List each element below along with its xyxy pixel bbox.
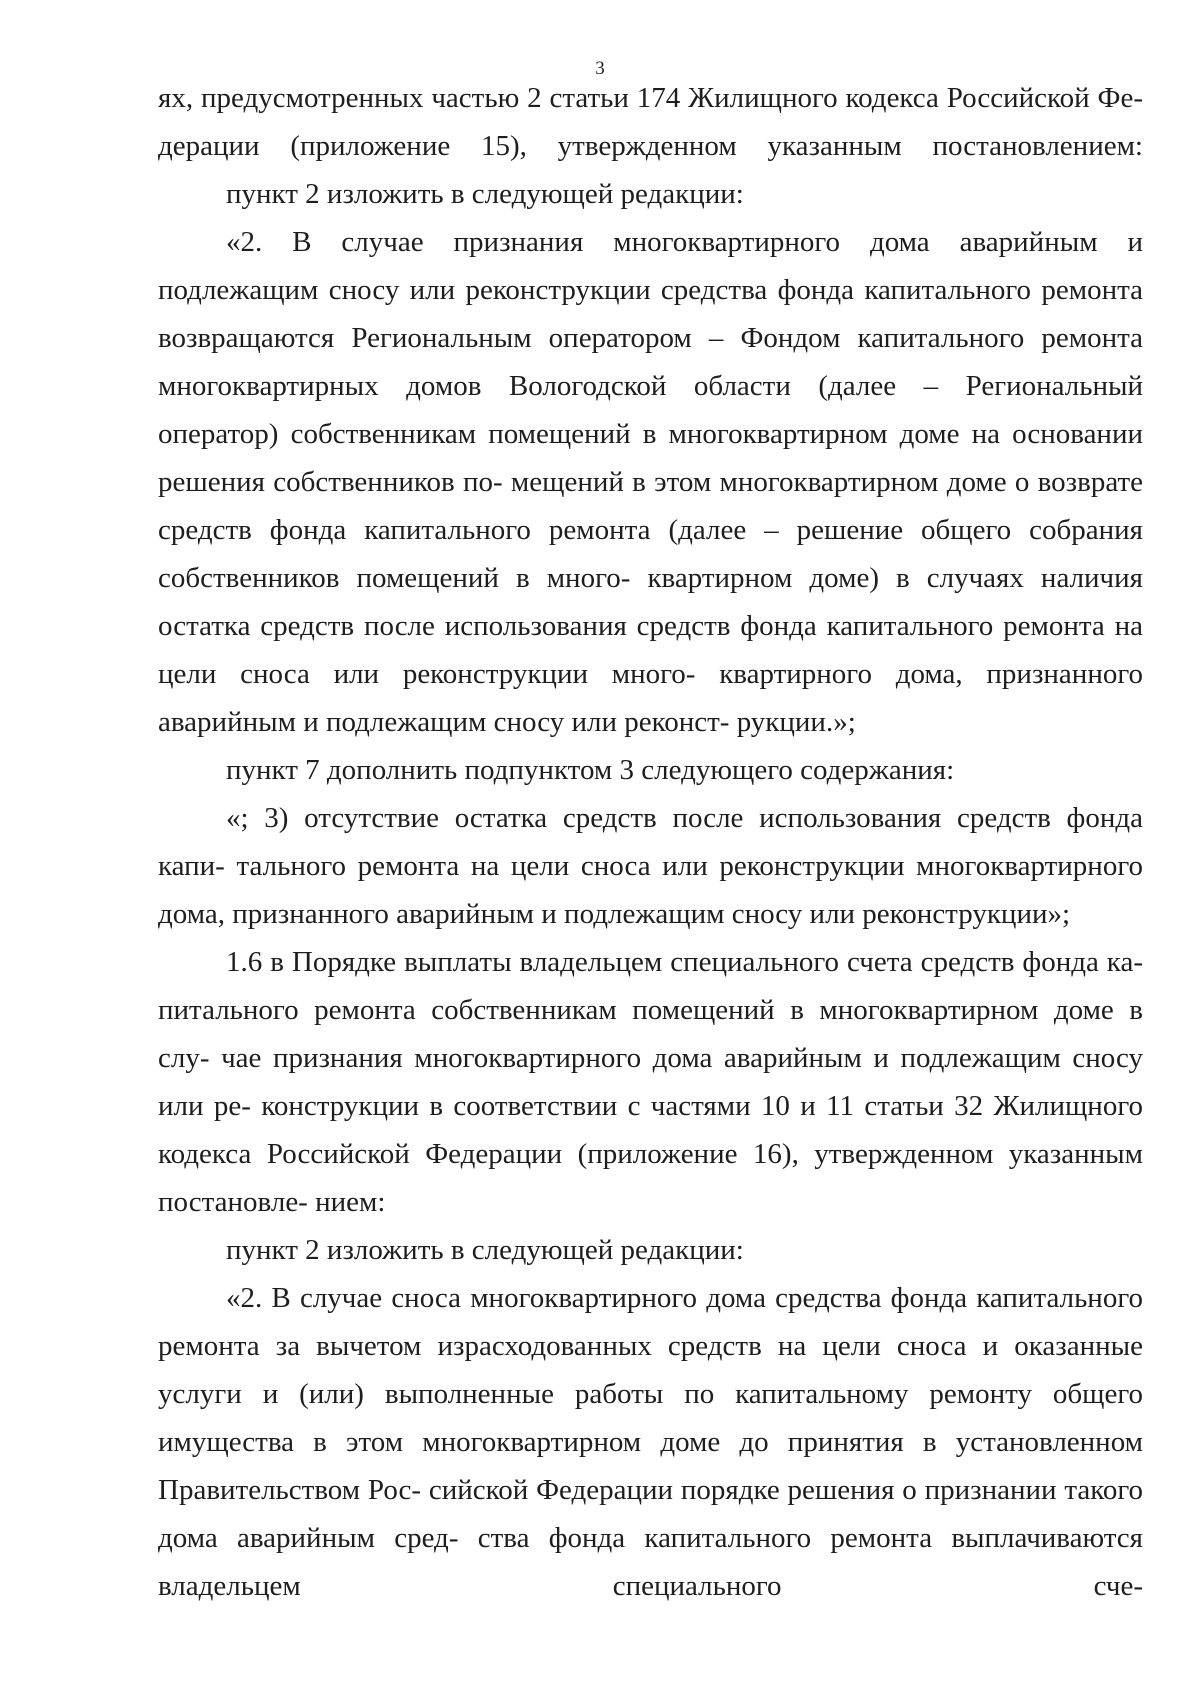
text-line: ремонта за вычетом израсходованных средств на цели сноса и оказанные услуги [158,1330,1143,1410]
text-line: пункт 7 дополнить подпунктом 3 следующего содержания: [226,754,955,786]
paragraph-clause-7-text [158,794,1143,938]
text-line: «; 3) отсутствие остатка средств после использования средств фонда капи- [158,802,1143,882]
text-line: сийской Федерации порядке решения о признании такого дома аварийным сред- [158,1474,1144,1554]
text-line: ства фонда капитального ремонта выплачиваются владельцем специального сче- [158,1522,1144,1602]
paragraph-clause-2-text [158,218,1143,746]
text-line: «2. В случае признания многоквартирного дома аварийным и подлежащим [158,226,1143,306]
paragraph-clause-2-text-second [158,1274,1143,1610]
text-line: ях, предусмотренных частью 2 статьи 174 Жилищного кодекса Российской Фе- [158,82,1143,114]
paragraph-clause-2-intro-second [158,1226,1143,1274]
text-line: 1.6 в Порядке выплаты владельцем специального счета средств фонда ка- [226,946,1143,978]
text-line: этом многоквартирном доме до принятия в установленном Правительством Рос- [158,1426,1143,1506]
paragraph-clause-7-intro [158,746,1143,794]
text-line: средств фонда капитального ремонта на цели сноса или реконструкции много- [158,610,1143,690]
text-line: тального ремонта на цели сноса или реконструкции многоквартирного дома, [158,850,1143,930]
text-line: ремонта (далее – решение общего собрания собственников помещений в много- [158,514,1144,594]
document-body [158,74,1143,1610]
paragraph-continuation [158,74,1143,170]
text-line: домов Вологодской области (далее – Региональный оператор) собственникам [158,370,1143,450]
text-line: пункт 2 изложить в следующей редакции: [226,178,744,210]
text-line: чае признания многоквартирного дома аварийным и подлежащим сносу или ре- [158,1042,1143,1122]
text-line: нием: [315,1186,386,1218]
text-line: конструкции в соответствии с частями 10 и 11 статьи 32 Жилищного кодекса [158,1090,1143,1170]
text-line: Региональным оператором – Фондом капитального ремонта многоквартирных [158,322,1143,402]
text-line: «2. В случае сноса многоквартирного дома средства фонда капитального [226,1282,1143,1314]
text-line: квартирного дома, признанного аварийным и подлежащим сносу или реконст- [158,658,1144,738]
page-number: 3 [595,58,605,79]
text-line: Российской Федерации (приложение 16), утвержденном указанным постановле- [158,1138,1144,1218]
paragraph-item-1-6 [158,938,1143,1226]
text-line: признанного аварийным и подлежащим сносу или реконструкции»; [232,898,1071,930]
text-line: помещений в многоквартирном доме на основании решения собственников по- [158,418,1143,498]
text-line: квартирном доме) в случаях наличия остатка средств после использования [158,562,1144,642]
text-line: рукции.»; [736,706,856,738]
text-line: мещений в этом многоквартирном доме о возврате средств фонда капитального [158,466,1143,546]
paragraph-clause-2-intro [158,170,1143,218]
text-line: дерации (приложение 15), утвержденном указанным постановлением: [158,130,1143,162]
text-line: питального ремонта собственникам помещений в многоквартирном доме в слу- [158,994,1143,1074]
text-line: сносу или реконструкции средства фонда капитального ремонта возвращаются [158,274,1143,354]
text-line: пункт 2 изложить в следующей редакции: [226,1234,744,1266]
text-line: и (или) выполненные работы по капитальному ремонту общего имущества в [158,1378,1143,1458]
